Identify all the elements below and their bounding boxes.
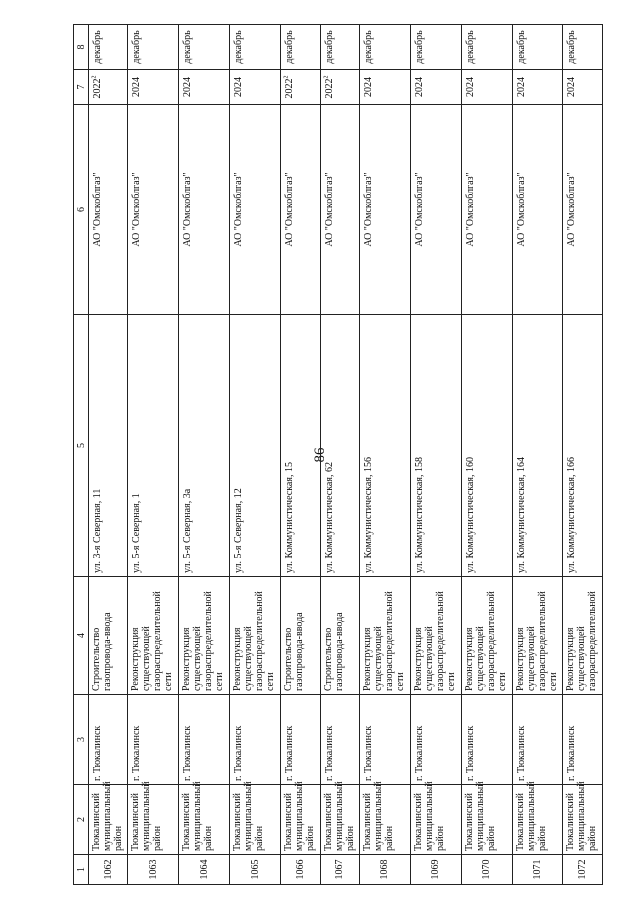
month-cell: декабрь [359,25,410,70]
year-value: 2024 [464,77,476,97]
table-row [320,25,359,885]
work-type-cell: Реконструкция существующей газораспределительной сети [512,577,563,695]
work-type-cell: Строительство газопровода-ввода [281,577,320,695]
row-number: 1065 [230,855,281,885]
city-cell: г. Тюкалинск [359,695,410,785]
year-cell [461,70,512,105]
district-cell: Тюкалинский муниципальный район [410,785,461,855]
city-cell: г. Тюкалинск [320,695,359,785]
work-type-cell: Реконструкция существующей газораспределительной сети [359,577,410,695]
organization-cell: АО "Омскоблгаз" [320,105,359,315]
column-header: 4 [74,577,89,695]
table-row [281,25,320,885]
organization-cell: АО "Омскоблгаз" [230,105,281,315]
year-value: 2024 [233,77,245,97]
district-cell: Тюкалинский муниципальный район [179,785,230,855]
year-value: 2022 [323,78,335,99]
column-header: 2 [74,785,89,855]
district-cell: Тюкалинский муниципальный район [320,785,359,855]
column-header: 3 [74,695,89,785]
table-row [410,25,461,885]
gas-works-table [73,24,603,885]
year-cell [128,70,179,105]
year-value: 2024 [131,77,143,97]
row-number: 1064 [179,855,230,885]
table-row [179,25,230,885]
year-cell [410,70,461,105]
address-cell: ул. Коммунистическая, 15 [281,315,320,577]
table-row [563,25,603,885]
address-cell: ул. Коммунистическая, 62 [320,315,359,577]
year-cell [512,70,563,105]
month-cell: декабрь [512,25,563,70]
address-cell: ул. 5-я Северная, 3а [179,315,230,577]
table-row [89,25,128,885]
month-cell: декабрь [128,25,179,70]
year-cell [89,70,128,105]
row-number: 1062 [89,855,128,885]
table-row [359,25,410,885]
table-row [512,25,563,885]
work-type-cell: Строительство газопровода-ввода [89,577,128,695]
column-header: 1 [74,855,89,885]
city-cell: г. Тюкалинск [512,695,563,785]
row-number: 1068 [359,855,410,885]
work-type-cell: Реконструкция существующей газораспределительной сети [410,577,461,695]
table-row [461,25,512,885]
table-row [128,25,179,885]
address-cell: ул. Коммунистическая, 160 [461,315,512,577]
work-type-cell: Реконструкция существующей газораспределительной сети [179,577,230,695]
district-cell: Тюкалинский муниципальный район [359,785,410,855]
year-value: 2024 [515,77,527,97]
year-value: 2024 [413,77,425,97]
organization-cell: АО "Омскоблгаз" [179,105,230,315]
column-header: 5 [74,315,89,577]
work-type-cell: Реконструкция существующей газораспределительной сети [230,577,281,695]
district-cell: Тюкалинский муниципальный район [461,785,512,855]
work-type-cell: Реконструкция существующей газораспределительной [563,577,603,695]
row-number: 1066 [281,855,320,885]
column-header: 7 [74,70,89,105]
work-type-cell: Реконструкция существующей газораспределительной сети [461,577,512,695]
year-cell [281,70,320,105]
row-number: 1072 [563,855,603,885]
district-cell: Тюкалинский муниципальный район [512,785,563,855]
rotated-table-container [73,25,603,885]
address-cell: ул. 5-я Северная, 12 [230,315,281,577]
organization-cell: АО "Омскоблгаз" [512,105,563,315]
city-cell: г. Тюкалинск [179,695,230,785]
address-cell: ул. Коммунистическая, 158 [410,315,461,577]
page-number: 86 [312,447,328,463]
year-value: 2024 [362,77,374,97]
row-number: 1071 [512,855,563,885]
city-cell: г. Тюкалинск [89,695,128,785]
district-cell: Тюкалинский муниципальный район [128,785,179,855]
year-cell [320,70,359,105]
year-cell [179,70,230,105]
district-cell: Тюкалинский муниципальный район [89,785,128,855]
address-cell: ул. 3-я Северная, 11 [89,315,128,577]
footnote-marker: 2 [323,75,330,79]
year-cell [359,70,410,105]
table-sheet [73,25,603,885]
organization-cell: АО "Омскоблгаз" [128,105,179,315]
month-cell: декабрь [563,25,603,70]
organization-cell: АО "Омскоблгаз" [461,105,512,315]
city-cell: г. Тюкалинск [410,695,461,785]
city-cell: г. Тюкалинск [128,695,179,785]
month-cell: декабрь [410,25,461,70]
year-cell [563,70,603,105]
organization-cell: АО "Омскоблгаз" [89,105,128,315]
column-header: 6 [74,105,89,315]
address-cell: ул. Коммунистическая, 156 [359,315,410,577]
row-number: 1069 [410,855,461,885]
organization-cell: АО "Омскоблгаз" [281,105,320,315]
month-cell: декабрь [179,25,230,70]
district-cell: Тюкалинский муниципальный район [281,785,320,855]
district-cell: Тюкалинский муниципальный район [230,785,281,855]
city-cell: г. Тюкалинск [563,695,603,785]
month-cell: декабрь [461,25,512,70]
district-cell: Тюкалинский муниципальный район [563,785,603,855]
month-cell: декабрь [89,25,128,70]
city-cell: г. Тюкалинск [281,695,320,785]
row-number: 1067 [320,855,359,885]
city-cell: г. Тюкалинск [461,695,512,785]
year-value: 2024 [566,77,578,97]
month-cell: декабрь [230,25,281,70]
organization-cell: АО "Омскоблгаз" [563,105,603,315]
organization-cell: АО "Омскоблгаз" [359,105,410,315]
table-row [230,25,281,885]
year-cell [230,70,281,105]
column-number-row [74,25,89,885]
work-type-cell: Реконструкция существующей газораспределительной сети [128,577,179,695]
month-cell: декабрь [281,25,320,70]
work-type-cell: Строительство газопровода-ввода [320,577,359,695]
organization-cell: АО "Омскоблгаз" [410,105,461,315]
year-value: 2022 [92,78,103,99]
row-number: 1063 [128,855,179,885]
row-number: 1070 [461,855,512,885]
year-value: 2022 [284,78,296,99]
address-cell: ул. Коммунистическая, 166 [563,315,603,577]
address-cell: ул. Коммунистическая, 164 [512,315,563,577]
city-cell: г. Тюкалинск [230,695,281,785]
column-header: 8 [74,25,89,70]
footnote-marker: 2 [91,75,98,79]
footnote-marker: 2 [283,75,290,79]
month-cell: декабрь [320,25,359,70]
address-cell: ул. 5-я Северная, 1 [128,315,179,577]
year-value: 2024 [182,77,194,97]
